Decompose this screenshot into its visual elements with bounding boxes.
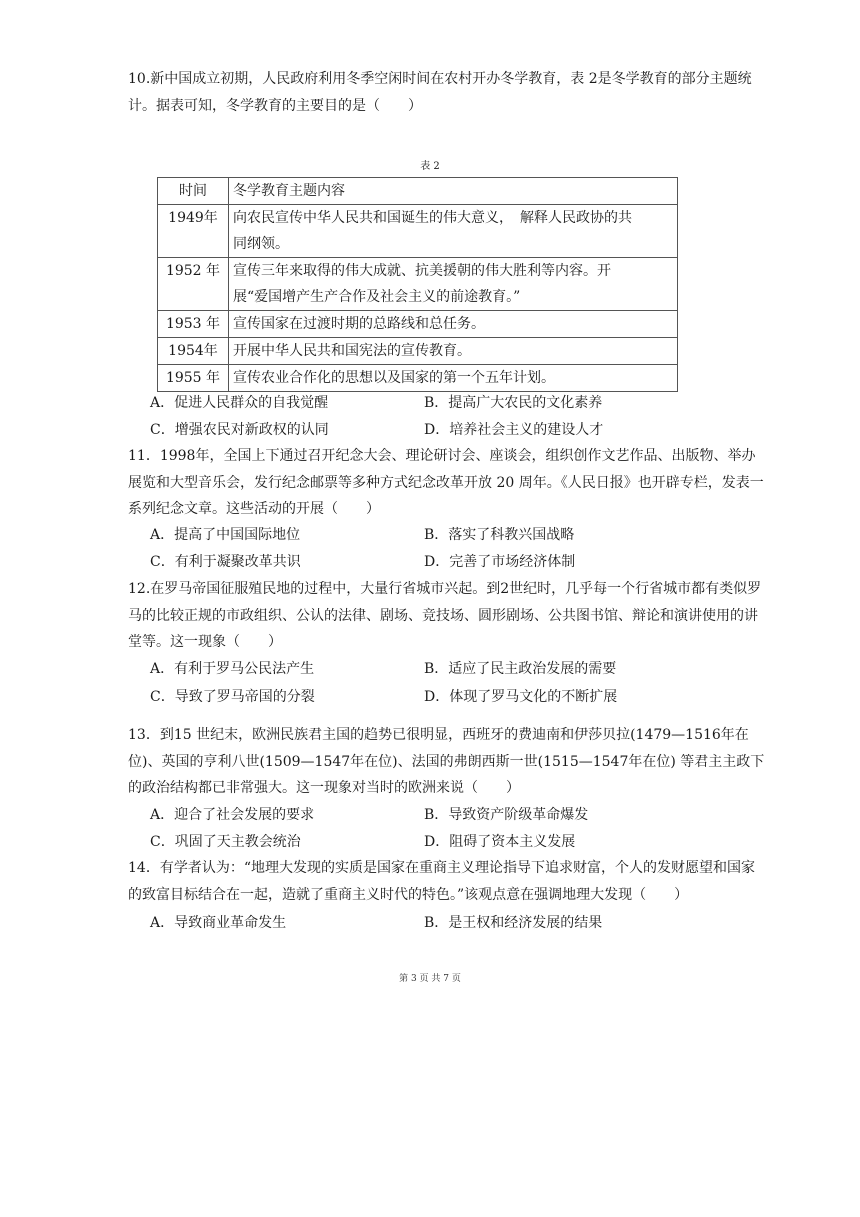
table-cell-year: 1949年: [158, 205, 229, 258]
page-footer: 第 3 页 共 7 页: [399, 974, 461, 984]
q14-option-b[interactable]: B．是王权和经济发展的结果: [424, 915, 603, 931]
q11-option-b[interactable]: B．落实了科教兴国战略: [424, 527, 575, 543]
q13-options-row-1: [150, 802, 770, 828]
table-caption: 表 2: [420, 161, 440, 172]
q13-option-b[interactable]: B．导致资产阶级革命爆发: [424, 807, 589, 823]
q11-option-d[interactable]: D．完善了市场经济体制: [424, 554, 576, 570]
table-row: [158, 338, 678, 365]
q12-stem: 12.在罗马帝国征服殖民地的过程中，大量行省城市兴起。到2世纪时，几乎每一个行省城市都有类似罗马的比较正规的市政组织、公认的法律、剧场、竞技场、圆形剧场、公共图书馆、辩论和演讲使用的讲堂等。这一现象（ ）: [128, 581, 762, 650]
table-cell-content: 宣传三年来取得的伟大成就、抗美援朝的伟大胜利等内容。开展“爱国增产生产合作及社会主义的前途教育。”: [229, 258, 678, 311]
q12-option-b[interactable]: B．适应了民主政治发展的需要: [424, 661, 617, 677]
table-cell-year: 1955 年: [158, 365, 229, 392]
q11-stem: 11．1998年，全国上下通过召开纪念大会、理论研讨会、座谈会，组织创作文艺作品、出版物、举办展览和大型音乐会，发行纪念邮票等多种方式纪念改革开放 20 周年。《人民日报》也开辟专栏，发表一系列纪念文章。这些活动的开展（ ）: [128, 448, 764, 517]
q14-options-row-1: [150, 910, 770, 936]
q14-stem: 14．有学者认为：“地理大发现的实质是国家在重商主义理论指导下追求财富，个人的发财愿望和国家的致富目标结合在一起，造就了重商主义时代的特色。”该观点意在强调地理大发现（ ）: [128, 860, 755, 903]
table-cell-content: 向农民宣传中华人民共和国诞生的伟大意义， 解释人民政协的共同纲领。: [229, 205, 678, 258]
q10-stem: 10.新中国成立初期，人民政府利用冬季空闲时间在农村开办冬学教育，表 2是冬学教育的部分主题统计。据表可知，冬学教育的主要目的是（ ）: [128, 71, 752, 114]
table-row: [158, 365, 678, 392]
table-row: [158, 258, 678, 311]
table-cell-year: 1953 年: [158, 311, 229, 338]
theme-table: [157, 177, 678, 392]
q12-option-c[interactable]: C．导致了罗马帝国的分裂: [150, 689, 315, 705]
q13-stem: 13．到15 世纪末，欧洲民族君主国的趋势已很明显，西班牙的费迪南和伊莎贝拉(1479—1516年在位)、英国的亨利八世(1509—1547年在位)、法国的弗朗西斯一世(1515—1547年在位) 等君主主政下的政治结构都已非常强大。这一现象对当时的欧洲来说（ ）: [128, 727, 765, 796]
q10-option-a[interactable]: A．促进人民群众的自我觉醒: [150, 395, 329, 411]
q14-option-a[interactable]: A．导致商业革命发生: [150, 915, 287, 931]
table-cell-content: 宣传国家在过渡时期的总路线和总任务。: [229, 311, 678, 338]
q12-option-d[interactable]: D．体现了罗马文化的不断扩展: [424, 689, 618, 705]
q12-options-row-2: [150, 684, 770, 710]
q12-option-a[interactable]: A．有利于罗马公民法产生: [150, 661, 315, 677]
q12-options-row-1: [150, 656, 770, 682]
q10-options-row-2: [150, 417, 770, 443]
q13-option-c[interactable]: C．巩固了天主教会统治: [150, 834, 301, 850]
q10-option-c[interactable]: C．增强农民对新政权的认同: [150, 422, 329, 438]
table-cell-content: 宣传农业合作化的思想以及国家的第一个五年计划。: [229, 365, 678, 392]
q10-option-d[interactable]: D．培养社会主义的建设人才: [424, 422, 604, 438]
table-row: [158, 311, 678, 338]
q10-options-row-1: [150, 390, 770, 416]
q11-options-row-2: [150, 549, 770, 575]
q11-option-c[interactable]: C．有利于凝聚改革共识: [150, 554, 301, 570]
table-header-year: 时间: [158, 178, 229, 205]
q11-options-row-1: [150, 522, 770, 548]
q13-option-a[interactable]: A．迎合了社会发展的要求: [150, 807, 315, 823]
q13-options-row-2: [150, 829, 770, 855]
table-cell-year: 1954年: [158, 338, 229, 365]
q10-option-b[interactable]: B．提高广大农民的文化素养: [424, 395, 603, 411]
q11-option-a[interactable]: A．提高了中国国际地位: [150, 527, 301, 543]
q13-option-d[interactable]: D．阻碍了资本主义发展: [424, 834, 576, 850]
table-cell-content: 开展中华人民共和国宪法的宣传教育。: [229, 338, 678, 365]
table-cell-year: 1952 年: [158, 258, 229, 311]
table-header-row: [158, 178, 678, 205]
table-header-content: 冬学教育主题内容: [229, 178, 678, 205]
table-row: [158, 205, 678, 258]
